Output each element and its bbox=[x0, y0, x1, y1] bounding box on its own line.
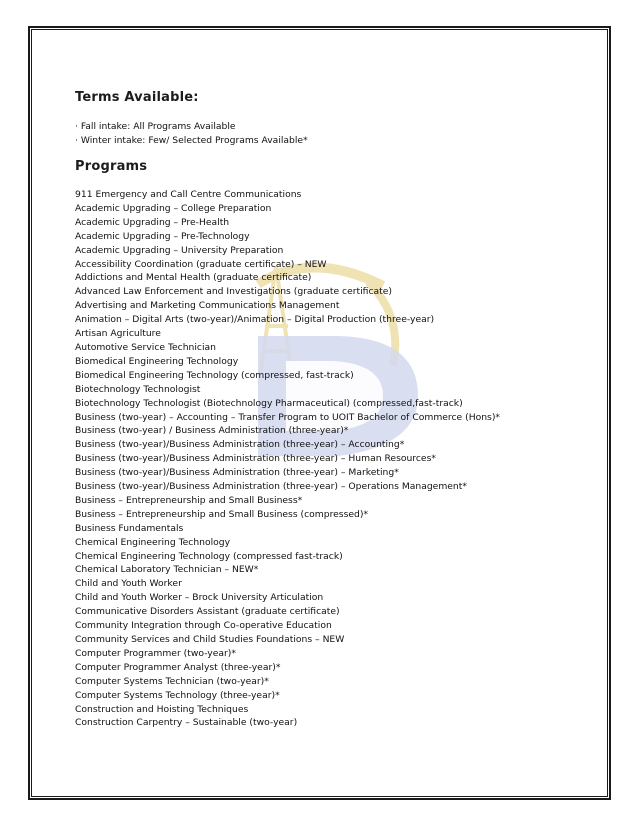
program-item: Academic Upgrading – Pre-Technology bbox=[75, 230, 250, 242]
program-item: Child and Youth Worker bbox=[75, 578, 182, 590]
program-item: Animation – Digital Arts (two-year)/Animation – Digital Production (three-year) bbox=[75, 314, 435, 326]
program-item: Academic Upgrading – University Preparation bbox=[75, 244, 284, 256]
program-item: Biotechnology Technologist (Biotechnology Pharmaceutical) (compressed,fast-track) bbox=[75, 397, 463, 409]
terms-heading: Terms Available: bbox=[75, 90, 199, 105]
program-item: Business (two-year)/Business Administration (three-year) – Accounting* bbox=[75, 439, 405, 451]
program-item: Automotive Service Technician bbox=[75, 341, 216, 353]
program-item: Business (two-year)/Business Administration (three-year) – Operations Management* bbox=[75, 481, 467, 493]
program-item: Child and Youth Worker – Brock University Articulation bbox=[75, 592, 324, 604]
terms-item: · Winter intake: Few/ Selected Programs Available* bbox=[75, 135, 308, 146]
program-item: Business (two-year) – Accounting – Transfer Program to UOIT Bachelor of Commerce (Hons)* bbox=[75, 411, 501, 423]
program-item: Construction Carpentry – Sustainable (two-year) bbox=[75, 717, 298, 729]
program-item: Chemical Engineering Technology (compressed fast-track) bbox=[75, 550, 343, 562]
program-item: Business (two-year)/Business Administration (three-year) – Human Resources* bbox=[75, 453, 436, 465]
document-content bbox=[75, 90, 595, 730]
program-item: Accessibility Coordination (graduate certificate) – NEW bbox=[75, 258, 327, 270]
program-item: Chemical Laboratory Technician – NEW* bbox=[75, 564, 259, 576]
program-item: Chemical Engineering Technology bbox=[75, 536, 231, 548]
program-item: Addictions and Mental Health (graduate certificate) bbox=[75, 272, 312, 284]
program-item: Construction and Hoisting Techniques bbox=[75, 703, 249, 715]
program-item: Business – Entrepreneurship and Small Business* bbox=[75, 494, 303, 506]
program-item: Business – Entrepreneurship and Small Business (compressed)* bbox=[75, 508, 369, 520]
program-item: 911 Emergency and Call Centre Communications bbox=[75, 189, 302, 200]
program-item: Business (two-year) / Business Administration (three-year)* bbox=[75, 425, 349, 437]
program-item: Computer Systems Technology (three-year)* bbox=[75, 689, 280, 701]
program-item: Computer Programmer (two-year)* bbox=[75, 647, 236, 659]
programs-list bbox=[75, 188, 595, 730]
program-item: Computer Programmer Analyst (three-year)* bbox=[75, 661, 281, 673]
program-item: Community Integration through Co-operative Education bbox=[75, 620, 332, 632]
program-item: Biomedical Engineering Technology bbox=[75, 355, 239, 367]
program-item: Academic Upgrading – College Preparation bbox=[75, 202, 272, 214]
program-item: Business Fundamentals bbox=[75, 522, 184, 534]
terms-list bbox=[75, 120, 595, 148]
program-item: Biotechnology Technologist bbox=[75, 383, 201, 395]
program-item: Computer Systems Technician (two-year)* bbox=[75, 675, 269, 687]
terms-item: · Fall intake: All Programs Available bbox=[75, 121, 236, 132]
program-item: Community Services and Child Studies Foundations – NEW bbox=[75, 634, 345, 645]
program-item: Business (two-year)/Business Administration (three-year) – Marketing* bbox=[75, 467, 399, 479]
program-item: Advertising and Marketing Communications Management bbox=[75, 300, 340, 312]
program-item: Biomedical Engineering Technology (compressed, fast-track) bbox=[75, 369, 354, 381]
programs-heading: Programs bbox=[75, 159, 148, 174]
program-item: Artisan Agriculture bbox=[75, 328, 161, 340]
program-item: Advanced Law Enforcement and Investigations (graduate certificate) bbox=[75, 286, 392, 298]
program-item: Communicative Disorders Assistant (graduate certificate) bbox=[75, 606, 340, 618]
program-item: Academic Upgrading – Pre-Health bbox=[75, 216, 230, 228]
